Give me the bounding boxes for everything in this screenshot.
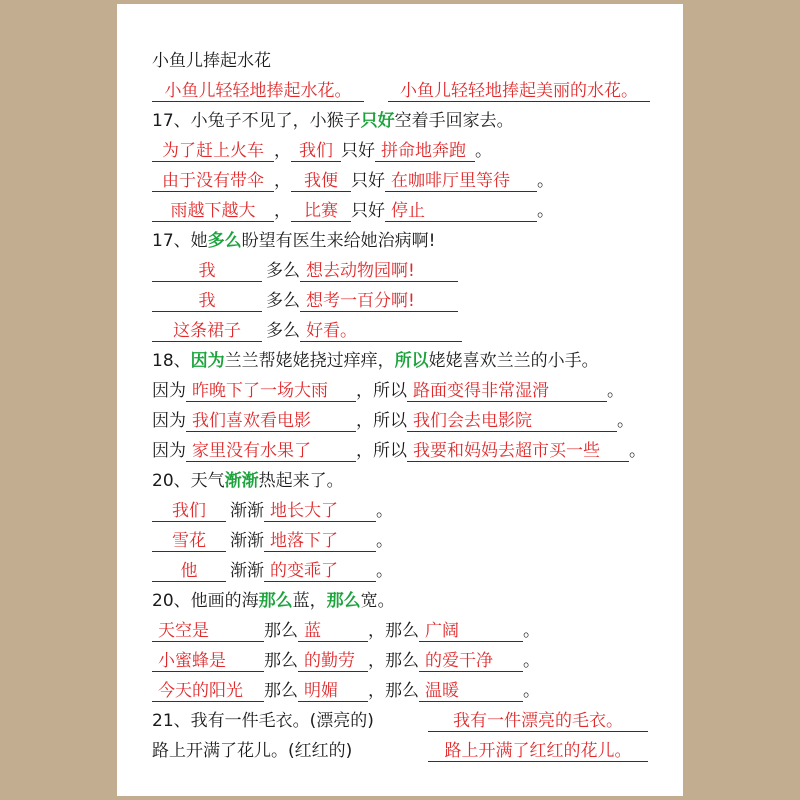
- question-text: 17、小兔子不见了，小猴子: [152, 111, 361, 131]
- answer-text: 我要和妈妈去超市买一些: [413, 441, 600, 461]
- question-text: 蓝，: [292, 591, 327, 611]
- sentence-row: [152, 260, 458, 282]
- answer-text: 我们喜欢看电影: [192, 411, 311, 431]
- answer-blank: [152, 260, 262, 282]
- answer-blank: [152, 500, 226, 522]
- question-21-b: [152, 740, 648, 762]
- exercise-title: 小鱼儿捧起水花: [152, 51, 271, 71]
- keyword-text: 那么: [264, 681, 298, 701]
- sentence-row: [152, 170, 554, 192]
- answer-blank: [186, 410, 356, 432]
- punct: 。: [523, 621, 540, 641]
- keyword-text: ，那么: [368, 651, 419, 671]
- answer-blank: [152, 620, 264, 642]
- keyword: 只好: [360, 111, 395, 131]
- keyword-text: 因为: [152, 381, 186, 401]
- answer-blank: [186, 380, 356, 402]
- answer-text: 我便: [304, 171, 338, 191]
- punct: 。: [537, 201, 554, 221]
- answer-text: 地长大了: [270, 501, 338, 521]
- answer-blank: [298, 620, 368, 642]
- question-17a: [152, 110, 514, 132]
- punct: ，: [274, 141, 291, 161]
- sentence-row: [152, 290, 458, 312]
- answer-blank: [264, 500, 376, 522]
- answer-text: 路上开满了红红的花儿。: [444, 741, 632, 761]
- answer-text: 拼命地奔跑: [381, 141, 466, 161]
- answer-blank: [152, 680, 264, 702]
- question-text: 17、她: [152, 231, 208, 251]
- keyword-text: 多么: [266, 291, 300, 311]
- keyword-text: 多么: [266, 261, 300, 281]
- answer-text: 为了赶上火车: [162, 141, 264, 161]
- keyword: 多么: [207, 231, 242, 251]
- answer-blank: [388, 80, 650, 102]
- keyword-text: ，那么: [368, 681, 419, 701]
- answer-text: 雨越下越大: [170, 201, 256, 221]
- keyword-text: 那么: [264, 621, 298, 641]
- answer-blank: [298, 650, 368, 672]
- answer-blank: [264, 560, 376, 582]
- sentence-row: [152, 380, 624, 402]
- punct: 。: [629, 441, 646, 461]
- question-20b: [152, 590, 395, 612]
- keyword: 因为: [190, 351, 225, 371]
- punct: 。: [475, 141, 492, 161]
- answer-blank: [152, 290, 262, 312]
- answer-blank: [186, 440, 356, 462]
- keyword: 所以: [394, 351, 429, 371]
- answer-blank: [152, 560, 226, 582]
- question-text: 宽。: [360, 591, 395, 611]
- question-text: 姥姥喜欢兰兰的小手。: [428, 351, 599, 371]
- answer-text: 明媚: [304, 681, 338, 701]
- question-text: 路上开满了花儿。(红红的): [152, 741, 353, 761]
- keyword-text: ，所以: [356, 411, 407, 431]
- keyword: 那么: [326, 591, 361, 611]
- question-text: 21、我有一件毛衣。(漂亮的): [152, 711, 374, 731]
- answer-text: 蓝: [304, 621, 321, 641]
- question-text: 20、天气: [152, 471, 225, 491]
- answer-text: 他: [180, 561, 198, 581]
- punct: 。: [376, 561, 393, 581]
- answer-blank: [375, 140, 475, 162]
- answer-text: 我有一件漂亮的毛衣。: [453, 711, 623, 731]
- answer-blank: [152, 530, 226, 552]
- answer-text: 我们: [172, 501, 206, 521]
- keyword-text: 那么: [264, 651, 298, 671]
- keyword-text: ，所以: [356, 441, 407, 461]
- keyword-text: 因为: [152, 441, 186, 461]
- sentence-row: [152, 560, 393, 582]
- answer-text: 由于没有带伞: [162, 171, 264, 191]
- punct: 。: [537, 171, 554, 191]
- question-text: 20、他画的海: [152, 591, 259, 611]
- answer-blank: [428, 710, 648, 732]
- answer-blank: [264, 530, 376, 552]
- answer-blank: [298, 680, 368, 702]
- answer-text: 好看。: [306, 321, 357, 341]
- question-text: 热起来了。: [258, 471, 344, 491]
- answer-text: 的变乖了: [270, 561, 338, 581]
- question-18: [152, 350, 599, 372]
- answer-text: 的爱干净: [425, 651, 493, 671]
- answer-blank: [419, 650, 523, 672]
- answer-text: 今天的阳光: [158, 681, 243, 701]
- answer-blank: [300, 290, 458, 312]
- sentence-row: [152, 500, 393, 522]
- punct: 。: [523, 681, 540, 701]
- punct: 。: [607, 381, 624, 401]
- answer-blank: [152, 80, 364, 102]
- answer-text: 小鱼儿轻轻地捧起水花。: [164, 81, 352, 101]
- answer-blank: [291, 170, 351, 192]
- answer-blank: [291, 140, 341, 162]
- answer-text: 想去动物园啊!: [306, 261, 415, 281]
- answer-blank: [407, 410, 617, 432]
- sentence-row: [152, 530, 393, 552]
- sentence-row: [152, 140, 492, 162]
- sentence-row: [152, 680, 540, 702]
- answer-text: 小蜜蜂是: [158, 651, 226, 671]
- keyword-text: 渐渐: [230, 561, 264, 581]
- answer-blank: [385, 200, 537, 222]
- answer-text: 小鱼儿轻轻地捧起美丽的水花。: [400, 81, 638, 101]
- title-line: [152, 50, 271, 72]
- keyword-text: 多么: [266, 321, 300, 341]
- answer-text: 我们会去电影院: [413, 411, 532, 431]
- keyword: 渐渐: [224, 471, 259, 491]
- answer-text: 这条裙子: [173, 321, 241, 341]
- punct: 。: [376, 531, 393, 551]
- answer-blank: [428, 740, 648, 762]
- answer-blank: [407, 440, 629, 462]
- keyword-text: 因为: [152, 411, 186, 431]
- answer-text: 在咖啡厅里等待: [391, 171, 510, 191]
- answer-text: 我: [198, 291, 216, 311]
- answer-text: 的勤劳: [304, 651, 355, 671]
- punct: 。: [376, 501, 393, 521]
- question-text: 空着手回家去。: [394, 111, 514, 131]
- answer-blank: [300, 320, 462, 342]
- answer-text: 我们: [299, 141, 333, 161]
- sentence-row: [152, 620, 540, 642]
- answer-blank: [291, 200, 351, 222]
- question-17b: [152, 230, 435, 252]
- punct: 。: [523, 651, 540, 671]
- answer-text: 家里没有水果了: [192, 441, 311, 461]
- answer-text: 路面变得非常湿滑: [413, 381, 549, 401]
- answer-blank: [152, 320, 262, 342]
- answer-blank: [385, 170, 537, 192]
- keyword: 那么: [258, 591, 293, 611]
- answer-text: 我: [198, 261, 216, 281]
- answer-text: 雪花: [172, 531, 206, 551]
- punct: 。: [617, 411, 634, 431]
- answer-text: 昨晚下了一场大雨: [192, 381, 328, 401]
- question-text: 兰兰帮姥姥挠过痒痒，: [224, 351, 395, 371]
- answer-text: 温暖: [425, 681, 459, 701]
- keyword-text: 渐渐: [230, 501, 264, 521]
- sentence-row: [152, 410, 634, 432]
- answer-text: 停止: [391, 201, 425, 221]
- answer-blank: [152, 650, 264, 672]
- answer-blank: [300, 260, 458, 282]
- answer-text: 比赛: [304, 201, 338, 221]
- sentence-row: [152, 440, 646, 462]
- keyword-text: ，那么: [368, 621, 419, 641]
- answer-text: 想考一百分啊!: [306, 291, 415, 311]
- keyword-text: 只好: [351, 171, 385, 191]
- answer-text: 天空是: [158, 621, 209, 641]
- keyword-text: ，所以: [356, 381, 407, 401]
- answer-text: 广阔: [425, 621, 459, 641]
- question-20a: [152, 470, 344, 492]
- question-21: [152, 710, 648, 732]
- answer-blank: [419, 620, 523, 642]
- answer-blank: [152, 200, 274, 222]
- question-text: 盼望有医生来给她治病啊!: [241, 231, 436, 251]
- answer-blank: [152, 170, 274, 192]
- keyword-text: 只好: [341, 141, 375, 161]
- answer-text: 地落下了: [270, 531, 338, 551]
- sentence-row: [152, 320, 462, 342]
- question-number: 18、: [152, 351, 191, 371]
- sentence-row: [152, 650, 540, 672]
- punct: ，: [274, 171, 291, 191]
- answer-blank: [407, 380, 607, 402]
- sentence-row: [152, 200, 554, 222]
- title-answer-line: [152, 80, 650, 102]
- keyword-text: 渐渐: [230, 531, 264, 551]
- answer-blank: [419, 680, 523, 702]
- keyword-text: 只好: [351, 201, 385, 221]
- punct: ，: [274, 201, 291, 221]
- answer-blank: [152, 140, 274, 162]
